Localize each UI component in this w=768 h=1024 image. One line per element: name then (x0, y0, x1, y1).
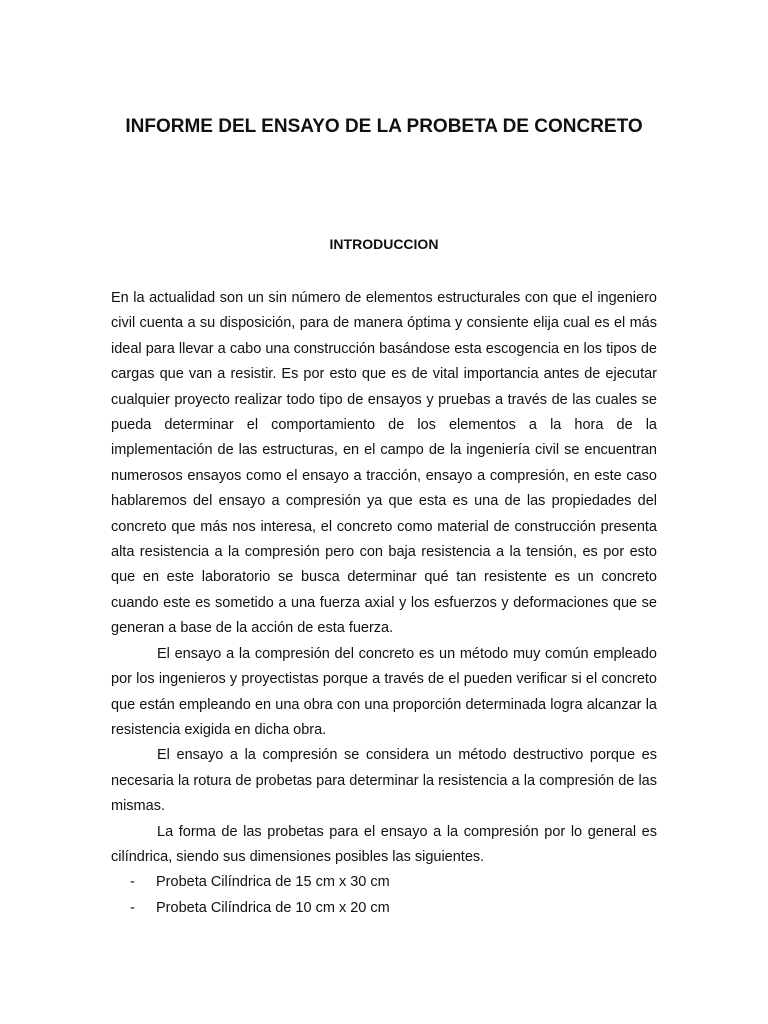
paragraph-specimen-shape: La forma de las probetas para el ensayo a la compresión por lo general es cilíndrica, siendo sus dimensiones posibles las siguientes. (111, 823, 657, 865)
paragraph-destructive-method: El ensayo a la compresión se considera un método destructivo porque es necesaria la rotura de probetas para determinar la resistencia a la compresión de las mismas. (111, 747, 657, 815)
document-title: INFORME DEL ENSAYO DE LA PROBETA DE CONCRETO (125, 116, 643, 137)
paragraph-intro: En la actualidad son un sin número de elementos estructurales con que el ingeniero civil cuenta a su disposición, para de manera óptima y consiente elija cual es el más ideal para llevar a cabo una construcción basándose esta escogencia en los tipos de cargas que van a resistir. Es por esto que es de vital importancia antes de ejecutar cualquier proyecto realizar todo tipo de ensayos y pruebas a través de las cuales se pueda determinar el comportamiento de los elementos a la hora de la implementación de las estructuras, en el campo de la ingeniería civil se encuentran numerosos ensayos como el ensayo a tracción, ensayo a compresión, en este caso hablaremos del ensayo a compresión ya que esta es una de las propiedades del concreto que más nos interesa, el concreto como material de construcción presenta alta resistencia a la compresión pero con baja resistencia a la tensión, es por esto que en este laboratorio se busca determinar qué tan resistente es un concreto cuando este es sometido a una fuerza axial y los esfuerzos y deformaciones que se generan a base de la acción de esta fuerza. (111, 290, 657, 637)
list-item (111, 870, 657, 895)
list-item-text: Probeta Cilíndrica de 10 cm x 20 cm (156, 899, 390, 916)
paragraph-compression-common: El ensayo a la compresión del concreto es un método muy común empleado por los ingenieros y proyectistas porque a través de el pueden verificar si el concreto que están empleando en una obra con una proporción determinada logra alcanzar la resistencia exigida en dicha obra. (111, 645, 657, 738)
list-item (111, 896, 657, 921)
list-marker: - (130, 899, 135, 916)
list-marker: - (130, 874, 135, 891)
document-body (111, 286, 657, 921)
specimen-dimensions-list (111, 870, 657, 921)
list-item-text: Probeta Cilíndrica de 15 cm x 30 cm (156, 874, 390, 891)
section-heading: INTRODUCCION (329, 236, 439, 252)
